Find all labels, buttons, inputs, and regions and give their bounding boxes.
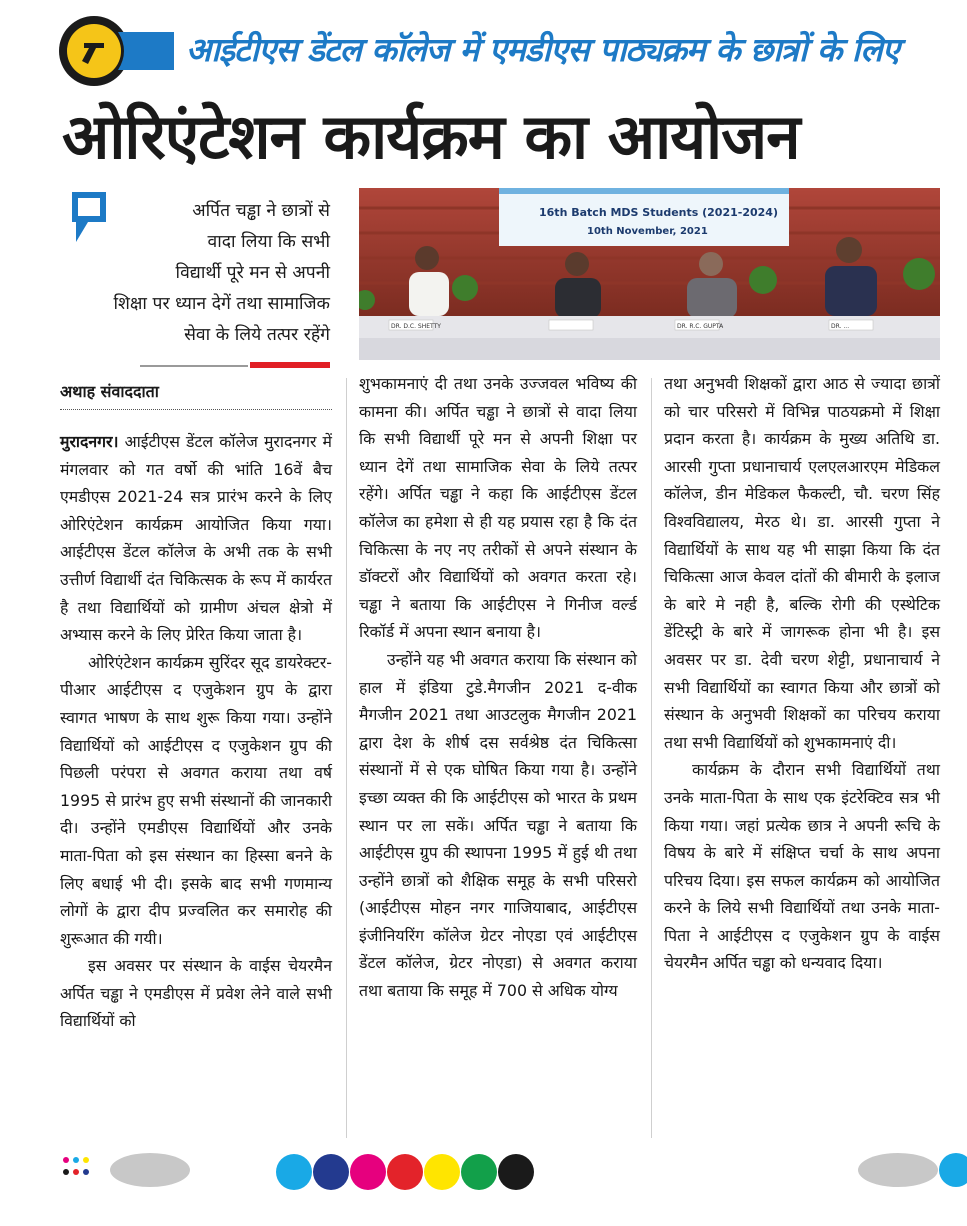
- main-headline: ओरिएंटेशन कार्यक्रम का आयोजन: [62, 100, 800, 173]
- article-paragraph: [60, 428, 332, 649]
- banner-line-1: 16th Batch MDS Students (2021-2024): [539, 206, 778, 219]
- pull-quote-line: सेवा के लिये तत्पर रहेंगे: [184, 325, 330, 345]
- pull-quote-line: अर्पित चड्ढा ने छात्रों से: [192, 201, 330, 221]
- banner-line-2: 10th November, 2021: [587, 226, 708, 237]
- article-paragraph: शुभकामनाएं दी तथा उनके उज्जवल भविष्य की कामना की। अर्पित चड्ढा ने छात्रों से वादा लिया कि सभी विद्यार्थी पूरे मन से अपनी शिक्षा पर ध्यान देगें तथा सामाजिक सेवा के लिये तत्पर रहेंगे। अर्पित चड्ढा ने कहा कि आईटीएस डेंटल कॉलेज का हमेशा से ही यह प्रयास रहा है कि दंत चिकित्सा के नए नए तरीकों से अपने संस्थान के डॉक्टरों और विद्यार्थियों को अवगत करता रहे। चड्ढा ने बताया कि आईटीएस ने गिनीज वर्ल्ड रिकॉर्ड में अपना स्थान बनाया है।: [359, 374, 637, 642]
- pull-quote-accent-rule: [250, 362, 330, 368]
- byline: अथाह संवाददाता: [60, 382, 159, 401]
- article-paragraph: ओरिएंटेशन कार्यक्रम सुरिंदर सूद डायरेक्टर-पीआर आईटीएस द एजुकेशन ग्रुप के द्वारा स्वागत भाषण के साथ शुरू किया गया। उन्होंने विद्यार्थियों को आईटीएस द एजुकेशन ग्रुप की पिछली परंपरा से अवगत कराया तथा वर्ष 1995 से प्रारंभ हुए सभी संस्थानों की जानकारी दी। उन्होंने एमडीएस विद्यार्थियों और उनके माता-पिता को इस संस्थान का हिस्सा बनने के लिए बधाई भी दी। इसके बाद सभी गणमान्य लोगों के द्वारा दीप प्रज्वलित कर समारोह की शुरूआत की गयी।: [60, 652, 332, 948]
- dateline: मुरादनगर।: [60, 432, 119, 451]
- article-column-3: [664, 370, 940, 977]
- nameplate: DR. R.C. GUPTA: [677, 323, 724, 330]
- article-paragraph: तथा अनुभवी शिक्षकों द्वारा आठ से ज्यादा छात्रों को चार परिसरो में विभिन्न पाठयक्रमो में शिक्षा प्रदान करता है। कार्यक्रम के मुख्य अतिथि डा. आरसी गुप्ता प्रधानाचार्य एलएलआरएम मेडिकल कॉलेज, डीन मेडिकल फैकल्टी, चौ. चरण सिंह विश्वविद्यालय, मेरठ थे। डा. आरसी गुप्ता ने विद्यार्थियों के साथ यह भी साझा किया कि दंत चिकित्सा आज केवल दांतों की बीमारी के इलाज के बारे मे नही है, बल्कि रोगी की एस्थेटिक डेंटिस्ट्री के बारे में जागरूक होना भी है। इस अवसर पर डा. देवी चरण शेट्टी, प्रधानाचार्य ने सभी विद्यार्थियों का स्वागत किया और छात्रों को संस्थान के अनुभवी शिक्षकों का परिचय कराया तथा सभी विद्यार्थियों को शुभकामनाएं दी।: [664, 374, 940, 752]
- nameplate: DR. D.C. SHETTY: [391, 323, 441, 330]
- pull-quote: [60, 196, 330, 351]
- pull-quote-line: विद्यार्थी पूरे मन से अपनी: [175, 263, 330, 283]
- article-column-1: [60, 428, 332, 1035]
- event-photo-illustration: [359, 188, 940, 360]
- print-register-mark-left: [60, 1150, 210, 1190]
- print-color-bar: [276, 1152, 538, 1192]
- article-paragraph: इस अवसर पर संस्थान के वाईस चेयरमैन अर्पित चड्ढा ने एमडीएस में प्रवेश लेने वाले सभी विद्यार्थियों को: [60, 956, 332, 1031]
- newspaper-logo-icon: [56, 12, 176, 90]
- print-register-mark-right: [856, 1150, 967, 1190]
- nameplate: DR. ...: [831, 323, 850, 330]
- event-photo: [359, 188, 940, 360]
- paragraph-text: आईटीएस डेंटल कॉलेज मुरादनगर में मंगलवार को गत वर्षो की भांति 16वें बैच एमडीएस 2021-24 सत्र प्रारंभ करने के लिए ओरिएंटेशन कार्यक्रम आयोजित किया गया। आईटीएस डेंटल कॉलेज के अभी तक के सभी उत्तीर्ण विद्यार्थी दंत चिकित्सक के रूप में कार्यरत है तथा विद्यार्थियों को ग्रामीण अंचल क्षेत्रो में अभ्यास करने के लिए प्रेरित किया जाता है।: [60, 432, 332, 645]
- byline-divider: [60, 409, 332, 410]
- article-paragraph: कार्यक्रम के दौरान सभी विद्यार्थियों तथा उनके माता-पिता के साथ एक इंटरेक्टिव सत्र भी किया गया। जहां प्रत्येक छात्र ने अपनी रूचि के विषय के बारे में संक्षिप्त चर्चा के साथ अपना परिचय दिया। इस सफल कार्यक्रम को आयोजित करने के लिये सभी विद्यार्थियों तथा उनके माता-पिता ने आईटीएस द एजुकेशन ग्रुप के वाईस चेयरमैन अर्पित चड्ढा को धन्यवाद दिया।: [664, 760, 940, 973]
- kicker-headline: आईटीएस डेंटल कॉलेज में एमडीएस पाठ्यक्रम के छात्रों के लिए: [186, 30, 899, 69]
- article-paragraph: उन्होंने यह भी अवगत कराया कि संस्थान को हाल में इंडिया टुडे.मैगजीन 2021 द-वीक मैगजीन 2021 तथा आउटलुक मैगजीन 2021 द्वारा देश के शीर्ष दस सर्वश्रेष्ठ दंत चिकित्सा संस्थानों में से एक घोषित किया गया है। उन्होंने इच्छा व्यक्त की कि आईटीएस को भारत के प्रथम स्थान पर ला सकें। अर्पित चड्ढा ने बताया कि आईटीएस ग्रुप की स्थापना 1995 में हुई थी तथा उन्होंने छात्रों को शैक्षिक समूह के सभी परिसरो (आईटीएस मोहन नगर गाजियाबाद, आईटीएस इंजीनियरिंग कॉलेज ग्रेटर नोएडा एवं आईटीएस डेंटल कॉलेज, ग्रेटर नोएडा) से अवगत कराया तथा बताया कि समूह में 700 से अधिक योग्य: [359, 649, 637, 1001]
- column-divider: [346, 378, 347, 1138]
- column-divider: [651, 378, 652, 1138]
- pull-quote-line: वादा लिया कि सभी: [207, 232, 330, 252]
- article-column-2: [359, 370, 637, 1005]
- pull-quote-line: शिक्षा पर ध्यान देगें तथा सामाजिक: [113, 294, 330, 314]
- pull-quote-rule: [140, 365, 248, 367]
